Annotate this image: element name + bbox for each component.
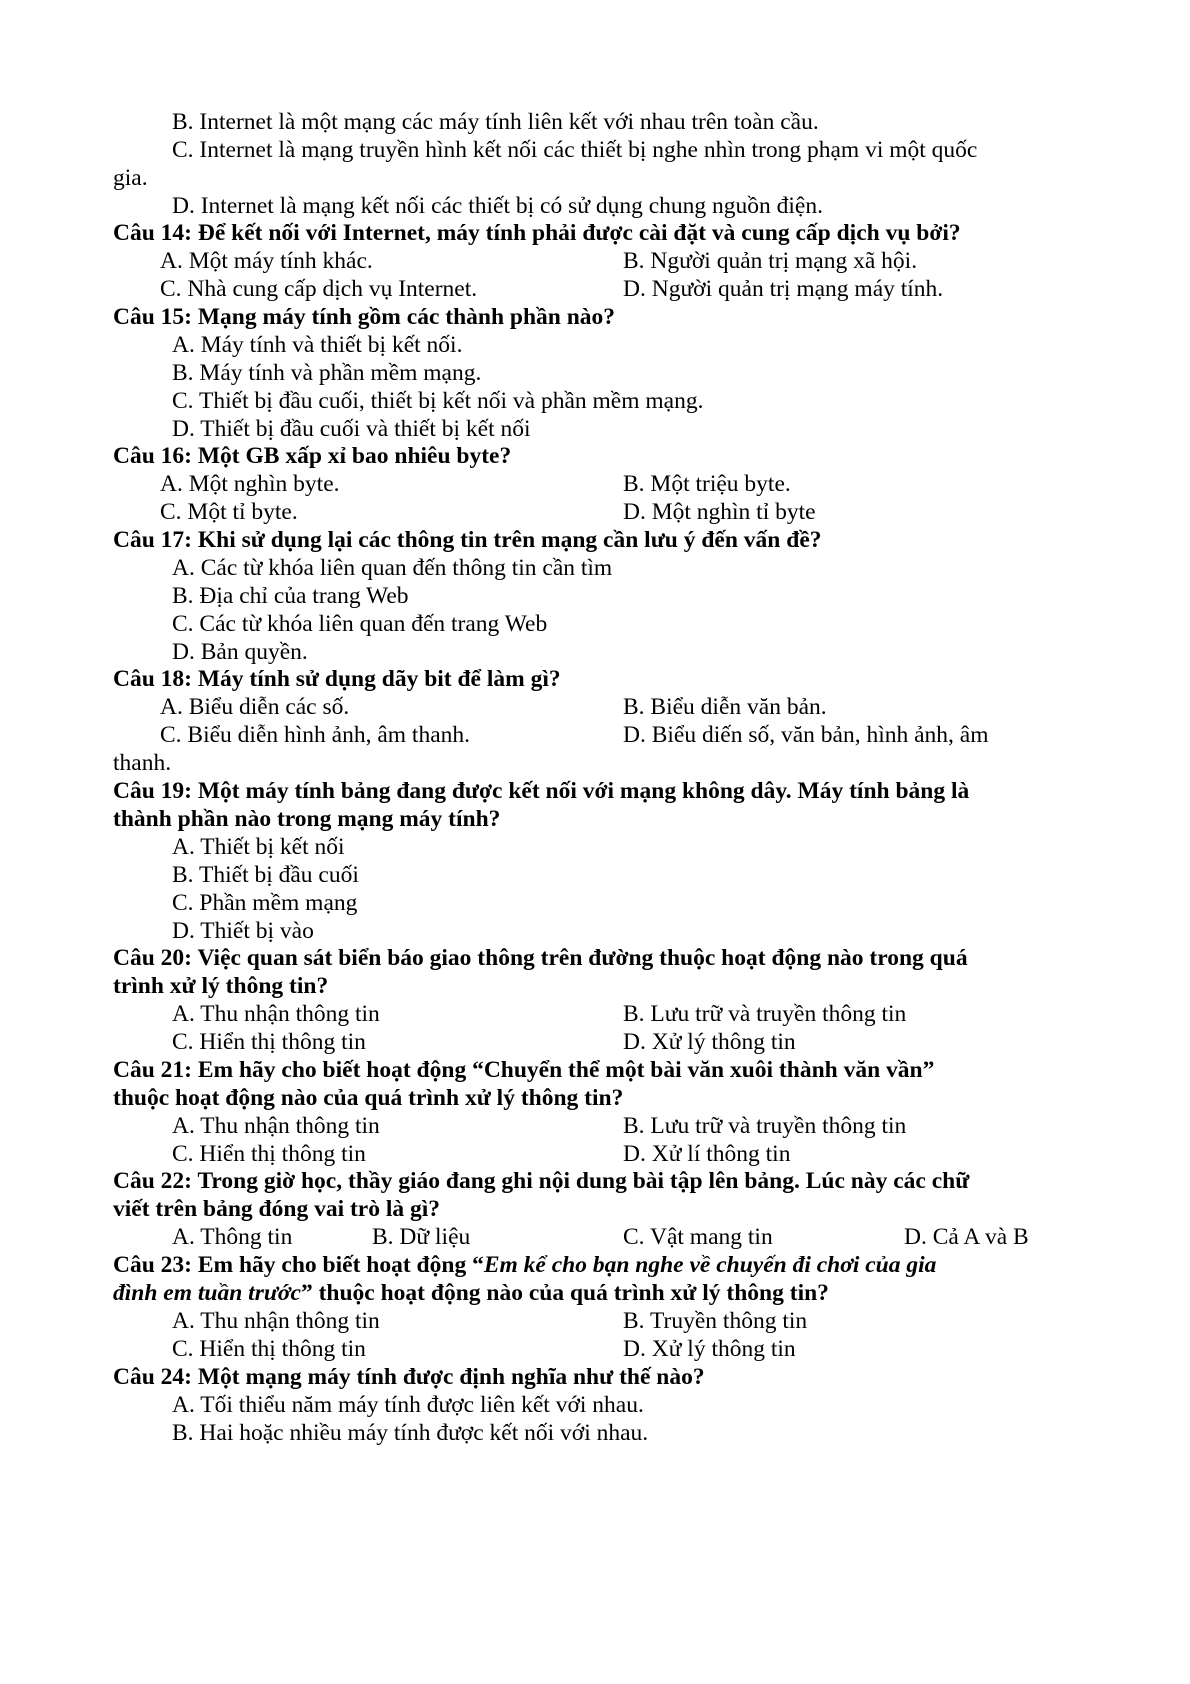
question-18: Câu 18: Máy tính sử dụng dãy bit để làm gì? <box>113 666 561 692</box>
option-d: D. Thiết bị đầu cuối và thiết bị kết nối <box>172 416 531 442</box>
question-15: Câu 15: Mạng máy tính gồm các thành phần nào? <box>113 304 616 330</box>
question-21: Câu 21: Em hãy cho biết hoạt động “Chuyển thể một bài văn xuôi thành văn vần” <box>113 1057 935 1083</box>
option-a: A. Thiết bị kết nối <box>172 834 345 860</box>
option-a: A. Một máy tính khác. <box>160 248 373 274</box>
option-c: C. Hiển thị thông tin <box>172 1336 366 1362</box>
option-b: B. Lưu trữ và truyền thông tin <box>623 1001 907 1027</box>
option-d: D. Xử lý thông tin <box>623 1336 796 1362</box>
option-b: B. Biểu diễn văn bản. <box>623 694 827 720</box>
question-19: Câu 19: Một máy tính bảng đang được kết nối với mạng không dây. Máy tính bảng là <box>113 778 970 804</box>
option-c: C. Các từ khóa liên quan đến trang Web <box>172 611 548 637</box>
question-14: Câu 14: Để kết nối với Internet, máy tính phải được cài đặt và cung cấp dịch vụ bởi? <box>113 220 961 246</box>
question-23-quote: Em kể cho bạn nghe về chuyến đi chơi của gia <box>483 1252 937 1278</box>
option-a: A. Tối thiểu năm máy tính được liên kết với nhau. <box>172 1392 644 1418</box>
option-b: B. Một triệu byte. <box>623 471 791 497</box>
question-21-continued: thuộc hoạt động nào của quá trình xử lý thông tin? <box>113 1085 624 1111</box>
question-17: Câu 17: Khi sử dụng lại các thông tin trên mạng cần lưu ý đến vấn đề? <box>113 527 822 553</box>
question-23-lead: Câu 23: Em hãy cho biết hoạt động “ <box>113 1252 484 1278</box>
option-b: B. Dữ liệu <box>372 1224 471 1250</box>
question-23-tail: ” thuộc hoạt động nào của quá trình xử lý thông tin? <box>300 1280 829 1306</box>
option-a: A. Thông tin <box>172 1224 293 1250</box>
question-16: Câu 16: Một GB xấp xỉ bao nhiêu byte? <box>113 443 512 469</box>
option-d: D. Cả A và B <box>904 1224 1029 1250</box>
question-23-continued <box>113 1278 829 1308</box>
option-a: A. Thu nhận thông tin <box>172 1308 380 1334</box>
option-d: D. Thiết bị vào <box>172 918 314 944</box>
option-c: C. Một tỉ byte. <box>160 499 298 525</box>
question-23 <box>113 1250 936 1280</box>
option-b: B. Lưu trữ và truyền thông tin <box>623 1113 907 1139</box>
option-a: A. Thu nhận thông tin <box>172 1001 380 1027</box>
option-d: D. Biểu diến số, văn bản, hình ảnh, âm <box>623 722 989 748</box>
option-d: D. Internet là mạng kết nối các thiết bị có sử dụng chung nguồn điện. <box>172 193 823 219</box>
option-b: B. Truyền thông tin <box>623 1308 808 1334</box>
question-23-quote-end: đình em tuần trước <box>113 1280 301 1306</box>
question-20: Câu 20: Việc quan sát biển báo giao thông trên đường thuộc hoạt động nào trong quá <box>113 945 968 971</box>
option-b: B. Thiết bị đầu cuối <box>172 862 359 888</box>
option-a: A. Thu nhận thông tin <box>172 1113 380 1139</box>
option-c: C. Internet là mạng truyền hình kết nối các thiết bị nghe nhìn trong phạm vi một quốc <box>172 137 978 163</box>
option-d: D. Người quản trị mạng máy tính. <box>623 276 944 302</box>
option-d: D. Bản quyền. <box>172 639 308 665</box>
option-b: B. Người quản trị mạng xã hội. <box>623 248 918 274</box>
option-b: B. Địa chỉ của trang Web <box>172 583 409 609</box>
option-a: A. Biểu diễn các số. <box>160 694 350 720</box>
option-c: C. Phần mềm mạng <box>172 890 358 916</box>
option-c: C. Biểu diễn hình ảnh, âm thanh. <box>160 722 471 748</box>
option-c: C. Thiết bị đầu cuối, thiết bị kết nối và phần mềm mạng. <box>172 388 704 414</box>
option-d: D. Xử lí thông tin <box>623 1141 791 1167</box>
option-a: A. Các từ khóa liên quan đến thông tin cần tìm <box>172 555 613 581</box>
option-c: C. Vật mang tin <box>623 1224 773 1250</box>
question-24: Câu 24: Một mạng máy tính được định nghĩa như thế nào? <box>113 1364 705 1390</box>
option-d: D. Xử lý thông tin <box>623 1029 796 1055</box>
question-19-continued: thành phần nào trong mạng máy tính? <box>113 806 501 832</box>
option-b: B. Máy tính và phần mềm mạng. <box>172 360 482 386</box>
question-22: Câu 22: Trong giờ học, thầy giáo đang ghi nội dung bài tập lên bảng. Lúc này các chữ <box>113 1168 970 1194</box>
option-a: A. Một nghìn byte. <box>160 471 340 497</box>
option-a: A. Máy tính và thiết bị kết nối. <box>172 332 463 358</box>
option-c-continued: gia. <box>113 165 148 191</box>
option-d: D. Một nghìn tỉ byte <box>623 499 816 525</box>
option-c: C. Hiển thị thông tin <box>172 1029 366 1055</box>
option-b: B. Internet là một mạng các máy tính liên kết với nhau trên toàn cầu. <box>172 109 819 135</box>
option-c: C. Hiển thị thông tin <box>172 1141 366 1167</box>
option-d-continued: thanh. <box>113 750 172 776</box>
option-b: B. Hai hoặc nhiều máy tính được kết nối với nhau. <box>172 1420 649 1446</box>
question-20-continued: trình xử lý thông tin? <box>113 973 329 999</box>
option-c: C. Nhà cung cấp dịch vụ Internet. <box>160 276 478 302</box>
question-22-continued: viết trên bảng đóng vai trò là gì? <box>113 1196 441 1222</box>
